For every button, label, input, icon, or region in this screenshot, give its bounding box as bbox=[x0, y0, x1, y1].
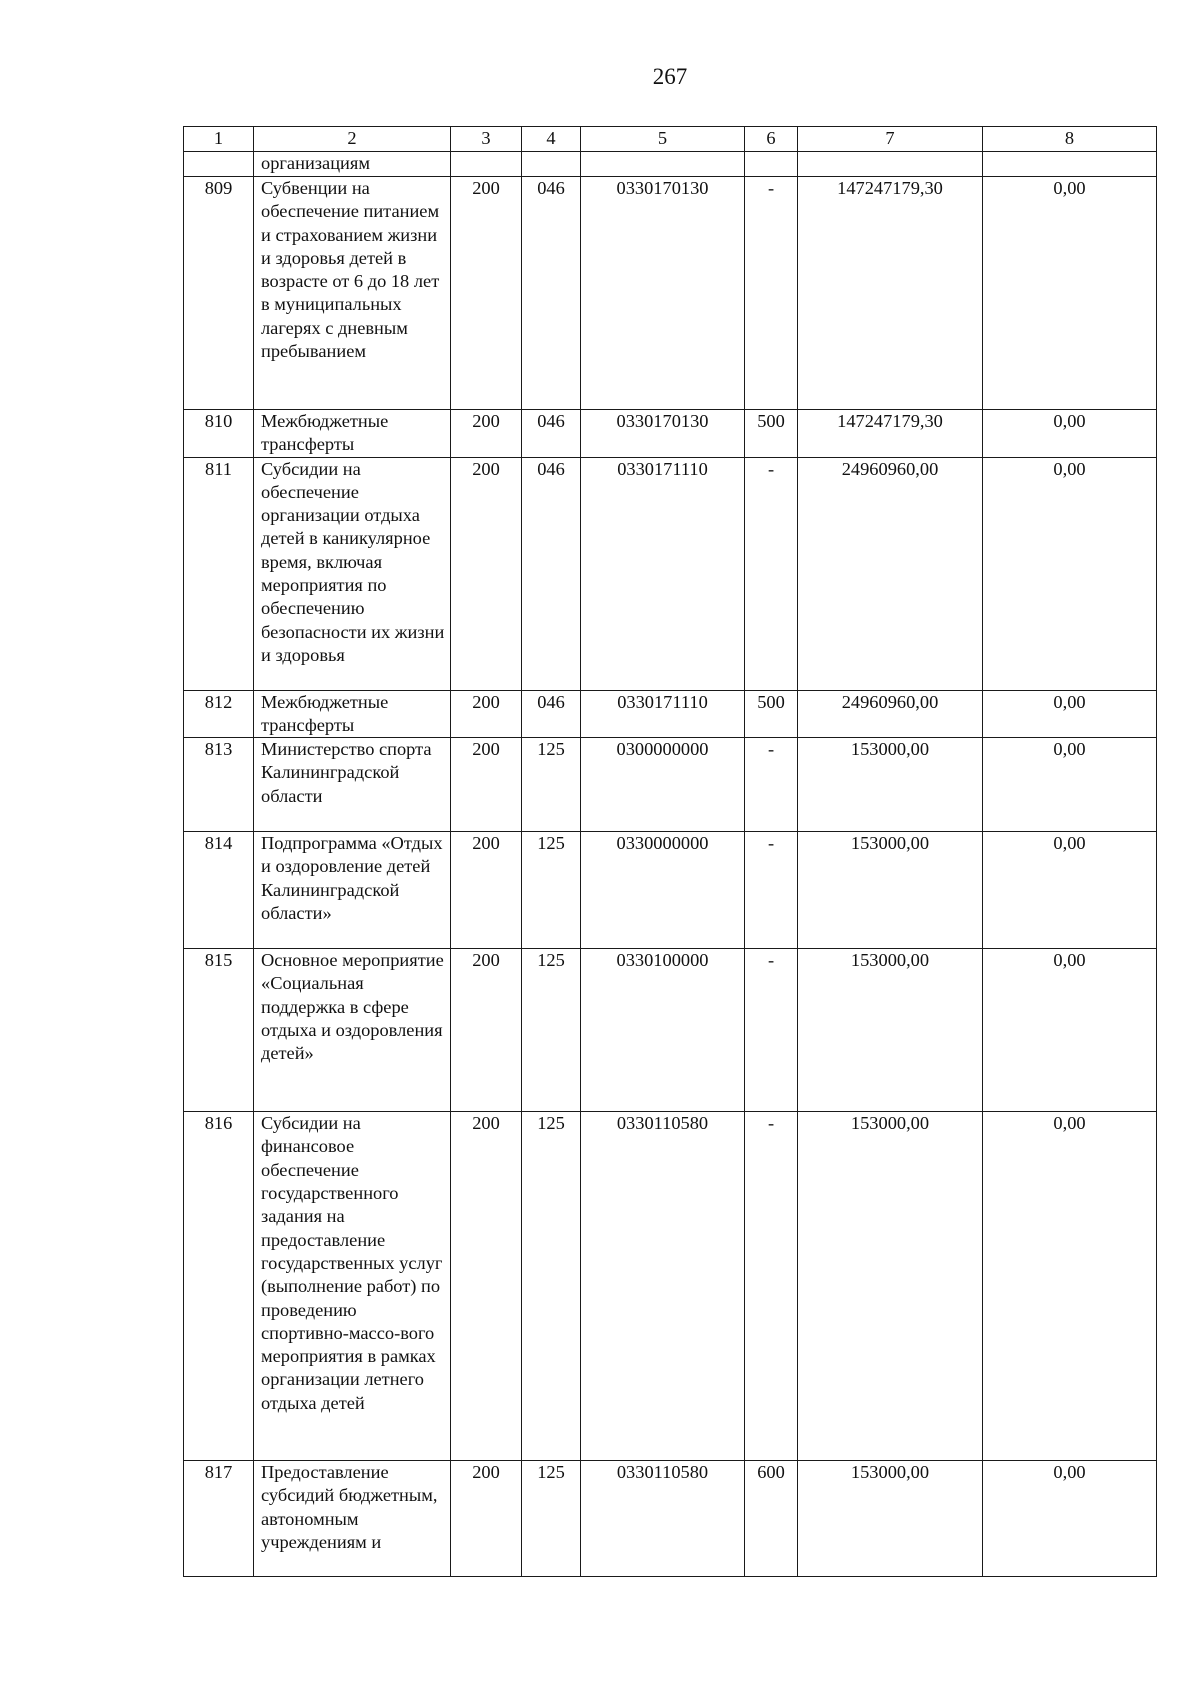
cell-col3: 200 bbox=[451, 738, 522, 832]
cell-no: 814 bbox=[184, 832, 254, 949]
cell-col3: 200 bbox=[451, 832, 522, 949]
cell-col4: 046 bbox=[522, 177, 581, 410]
table-row bbox=[184, 690, 1157, 738]
cell-no: 810 bbox=[184, 410, 254, 458]
cell-col7: 153000,00 bbox=[798, 832, 983, 949]
table-row bbox=[184, 738, 1157, 832]
cell-col8: 0,00 bbox=[983, 410, 1157, 458]
table-row bbox=[184, 457, 1157, 690]
cell-col4: 046 bbox=[522, 457, 581, 690]
cell-name: Основное мероприятие «Социальная поддержка в сфере отдыха и оздоровления детей» bbox=[254, 949, 451, 1112]
cell-col6 bbox=[745, 152, 798, 177]
cell-col4 bbox=[522, 152, 581, 177]
cell-col8: 0,00 bbox=[983, 690, 1157, 738]
table-row bbox=[184, 832, 1157, 949]
cell-name: Субвенции на обеспечение питанием и страхованием жизни и здоровья детей в возрасте от 6 до 18 лет в муниципальных лагерях с дневным пребыванием bbox=[254, 177, 451, 410]
cell-col4: 046 bbox=[522, 690, 581, 738]
cell-col7: 153000,00 bbox=[798, 949, 983, 1112]
cell-col8: 0,00 bbox=[983, 832, 1157, 949]
cell-name: Предоставление субсидий бюджетным, автономным учреждениям и bbox=[254, 1461, 451, 1577]
cell-col7: 24960960,00 bbox=[798, 457, 983, 690]
table-row bbox=[184, 177, 1157, 410]
table-row bbox=[184, 1112, 1157, 1461]
cell-name: Субсидии на обеспечение организации отдыха детей в каникулярное время, включая мероприятия по обеспечению безопасности их жизни и здоровья bbox=[254, 457, 451, 690]
cell-col3: 200 bbox=[451, 410, 522, 458]
cell-col5: 0330171110 bbox=[581, 457, 745, 690]
cell-name: Межбюджетные трансферты bbox=[254, 690, 451, 738]
cell-no: 809 bbox=[184, 177, 254, 410]
cell-col7: 153000,00 bbox=[798, 1112, 983, 1461]
cell-col8: 0,00 bbox=[983, 949, 1157, 1112]
cell-col5: 0330110580 bbox=[581, 1112, 745, 1461]
cell-no: 816 bbox=[184, 1112, 254, 1461]
cell-col5: 0330171110 bbox=[581, 690, 745, 738]
cell-no: 813 bbox=[184, 738, 254, 832]
cell-col7: 153000,00 bbox=[798, 1461, 983, 1577]
header-col-5: 5 bbox=[581, 127, 745, 152]
cell-col5: 0330170130 bbox=[581, 177, 745, 410]
cell-col6: - bbox=[745, 949, 798, 1112]
cell-col6: - bbox=[745, 738, 798, 832]
cell-col5: 0330000000 bbox=[581, 832, 745, 949]
cell-col8: 0,00 bbox=[983, 1112, 1157, 1461]
table-row bbox=[184, 410, 1157, 458]
cell-col3: 200 bbox=[451, 177, 522, 410]
header-col-7: 7 bbox=[798, 127, 983, 152]
cell-col8: 0,00 bbox=[983, 457, 1157, 690]
cell-col5: 0330100000 bbox=[581, 949, 745, 1112]
cell-col5 bbox=[581, 152, 745, 177]
page-number: 267 bbox=[652, 64, 688, 89]
cell-col5: 0330110580 bbox=[581, 1461, 745, 1577]
table-row bbox=[184, 1461, 1157, 1577]
cell-col5: 0300000000 bbox=[581, 738, 745, 832]
cell-col6: - bbox=[745, 177, 798, 410]
cell-col3: 200 bbox=[451, 1112, 522, 1461]
cell-name: Подпрограмма «Отдых и оздоровление детей Калининградской области» bbox=[254, 832, 451, 949]
cell-col6: - bbox=[745, 1112, 798, 1461]
header-col-8: 8 bbox=[983, 127, 1157, 152]
header-col-4: 4 bbox=[522, 127, 581, 152]
header-col-2: 2 bbox=[254, 127, 451, 152]
cell-no bbox=[184, 152, 254, 177]
cell-name: организациям bbox=[254, 152, 451, 177]
cell-col4: 125 bbox=[522, 832, 581, 949]
cell-col4: 125 bbox=[522, 949, 581, 1112]
cell-col6: 500 bbox=[745, 410, 798, 458]
cell-name: Министерство спорта Калининградской области bbox=[254, 738, 451, 832]
header-col-1: 1 bbox=[184, 127, 254, 152]
cell-col7 bbox=[798, 152, 983, 177]
cell-name: Межбюджетные трансферты bbox=[254, 410, 451, 458]
cell-col3: 200 bbox=[451, 1461, 522, 1577]
budget-table bbox=[183, 126, 1157, 1577]
cell-col7: 147247179,30 bbox=[798, 410, 983, 458]
cell-col7: 147247179,30 bbox=[798, 177, 983, 410]
cell-no: 815 bbox=[184, 949, 254, 1112]
cell-no: 811 bbox=[184, 457, 254, 690]
cell-no: 817 bbox=[184, 1461, 254, 1577]
cell-col3: 200 bbox=[451, 690, 522, 738]
cell-col4: 125 bbox=[522, 1461, 581, 1577]
cell-col6: 600 bbox=[745, 1461, 798, 1577]
header-col-6: 6 bbox=[745, 127, 798, 152]
cell-name: Субсидии на финансовое обеспечение государственного задания на предоставление государственных услуг (выполнение работ) по проведению спортивно-массо-вого мероприятия в рамках организации летнего отдыха детей bbox=[254, 1112, 451, 1461]
cell-col8: 0,00 bbox=[983, 1461, 1157, 1577]
header-col-3: 3 bbox=[451, 127, 522, 152]
cell-col6: 500 bbox=[745, 690, 798, 738]
cell-col3 bbox=[451, 152, 522, 177]
cell-col8: 0,00 bbox=[983, 738, 1157, 832]
cell-no: 812 bbox=[184, 690, 254, 738]
cell-col6: - bbox=[745, 457, 798, 690]
cell-col4: 125 bbox=[522, 738, 581, 832]
table-row bbox=[184, 152, 1157, 177]
cell-col8 bbox=[983, 152, 1157, 177]
cell-col3: 200 bbox=[451, 949, 522, 1112]
cell-col4: 046 bbox=[522, 410, 581, 458]
table-row bbox=[184, 949, 1157, 1112]
cell-col7: 153000,00 bbox=[798, 738, 983, 832]
cell-col7: 24960960,00 bbox=[798, 690, 983, 738]
cell-col3: 200 bbox=[451, 457, 522, 690]
header-row bbox=[184, 127, 1157, 152]
cell-col8: 0,00 bbox=[983, 177, 1157, 410]
cell-col5: 0330170130 bbox=[581, 410, 745, 458]
cell-col6: - bbox=[745, 832, 798, 949]
cell-col4: 125 bbox=[522, 1112, 581, 1461]
